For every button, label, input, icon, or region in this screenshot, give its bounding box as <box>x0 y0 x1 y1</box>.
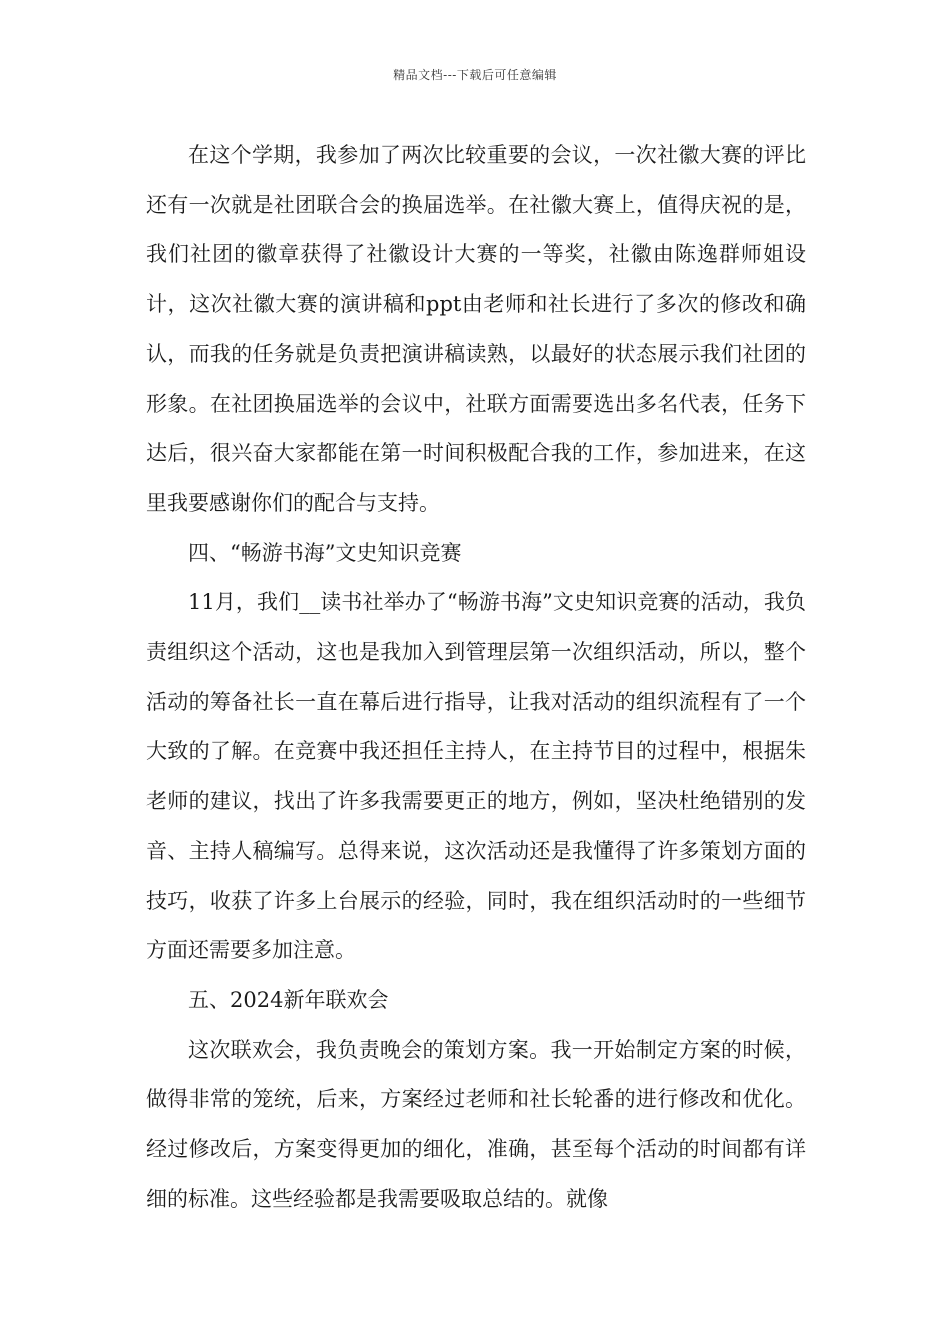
paragraph-quiz-contest: 11月，我们__读书社举办了“畅游书海”文史知识竞赛的活动，我负责组织这个活动，这也是我加入到管理层第一次组织活动，所以，整个活动的筹备社长一直在幕后进行指导，让我对活动的组织流程有了一个大致的了解。在竞赛中我还担任主持人，在主持节目的过程中，根据朱老师的建议，找出了许多我需要更正的地方，例如，坚决杜绝错别的发音、主持人稿编写。总得来说，这次活动还是我懂得了许多策划方面的技巧，收获了许多上台展示的经验，同时，我在组织活动时的一些细节方面还需要多加注意。 <box>146 590 806 963</box>
paragraph-meetings: 在这个学期，我参加了两次比较重要的会议，一次社徽大赛的评比还有一次就是社团联合会的换届选举。在社徽大赛上，值得庆祝的是，我们社团的徽章获得了社徽设计大赛的一等奖，社徽由陈逸群师姐设计，这次社徽大赛的演讲稿和ppt由老师和社长进行了多次的修改和确认，而我的任务就是负责把演讲稿读熟，以最好的状态展示我们社团的形象。在社团换届选举的会议中，社联方面需要选出多名代表，任务下达后，很兴奋大家都能在第一时间积极配合我的工作，参加进来，在这里我要感谢你们的配合与支持。 <box>146 143 806 515</box>
paragraph-new-year-party: 这次联欢会，我负责晚会的策划方案。我一开始制定方案的时候，做得非常的笼统，后来，方案经过老师和社长轮番的进行修改和优化。经过修改后，方案变得更加的细化，准确，甚至每个活动的时间都有详细的标准。这些经验都是我需要吸取总结的。就像 <box>146 1037 806 1211</box>
page-header: 精品文档---下载后可任意编辑 <box>393 68 557 82</box>
document-body <box>146 131 806 1224</box>
section-heading-4: 四、“畅游书海”文史知识竞赛 <box>188 540 462 565</box>
section-heading-5: 五、2024新年联欢会 <box>188 987 389 1012</box>
